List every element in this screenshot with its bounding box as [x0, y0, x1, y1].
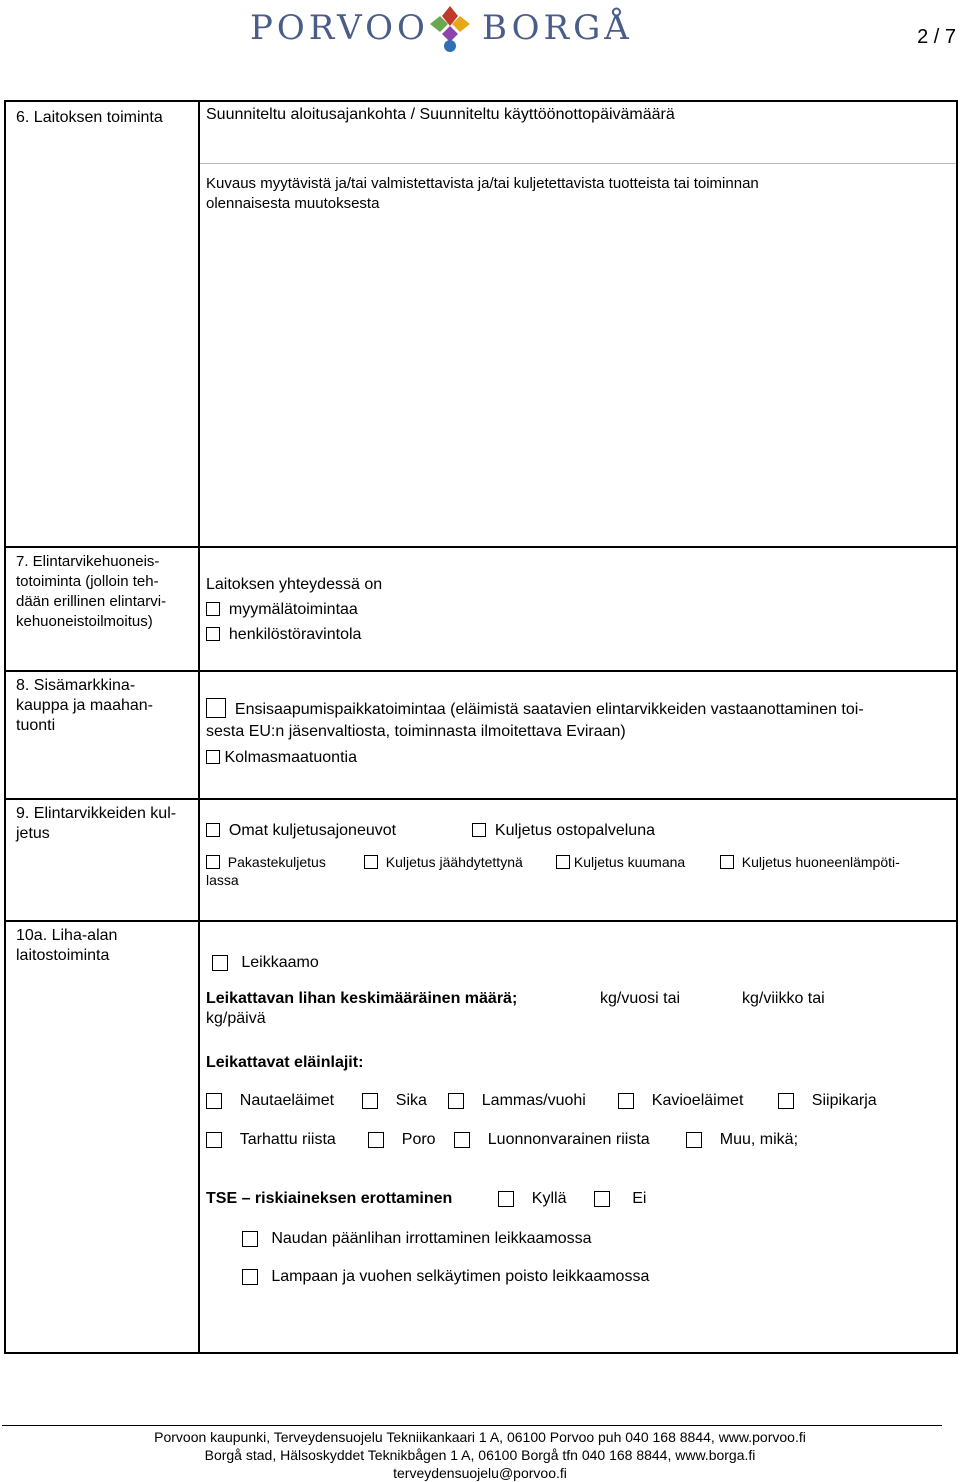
own-vehicles-checkbox[interactable] [206, 823, 220, 837]
shop-label: myymälätoimintaa [228, 601, 358, 618]
first-arrival-label-line2: sesta EU:n jäsenvaltiosta, toiminnasta ilmoitettava Eviraan) [206, 723, 626, 740]
transport-service-label: Kuljetus ostopalveluna [494, 822, 655, 839]
species-pig-checkbox[interactable] [362, 1093, 378, 1109]
footer-line-1: Porvoon kaupunki, Terveydensuojelu Tekniikankaari 1 A, 06100 Porvoo puh 040 168 8844, www.porvoo.fi [154, 1429, 806, 1445]
species-heading: Leikattavat eläinlajit: [206, 1054, 364, 1071]
species-other-checkbox[interactable] [686, 1132, 702, 1148]
cooled-transport-label: Kuljetus jäähdytettynä [385, 854, 523, 870]
shop-checkbox[interactable] [206, 602, 220, 616]
section-9-content [199, 799, 957, 921]
logo-emblem-icon [428, 4, 472, 52]
section-7-intro: Laitoksen yhteydessä on [206, 576, 383, 593]
species-bovine-checkbox[interactable] [206, 1093, 222, 1109]
species-pig-label: Sika [395, 1092, 427, 1109]
species-farmed-game-label: Tarhattu riista [239, 1131, 336, 1148]
footer-email[interactable]: terveydensuojelu@porvoo.fi [393, 1465, 567, 1481]
third-country-label: Kolmasmaatuontia [224, 749, 357, 766]
species-poultry-label: Siipikarja [811, 1092, 877, 1109]
section-6-label: 6. Laitoksen toiminta [5, 101, 199, 547]
room-temp-transport-checkbox[interactable] [720, 855, 734, 869]
species-other-label: Muu, mikä; [719, 1131, 799, 1148]
porvoo-borga-logo [250, 2, 633, 54]
section-7-row [5, 547, 957, 671]
room-temp-transport-label: Kuljetus huoneenlämpöti- [741, 854, 900, 870]
species-farmed-game-checkbox[interactable] [206, 1132, 222, 1148]
canteen-label: henkilöstöravintola [228, 626, 362, 643]
species-equine-label: Kavioeläimet [651, 1092, 744, 1109]
description-field[interactable] [200, 164, 956, 214]
application-form-table [4, 100, 958, 1354]
own-vehicles-label: Omat kuljetusajoneuvot [228, 822, 397, 839]
species-equine-checkbox[interactable] [618, 1093, 634, 1109]
bovine-head-meat-label: Naudan päänlihan irrottaminen leikkaamossa [271, 1230, 592, 1247]
hot-transport-label: Kuljetus kuumana [573, 854, 686, 870]
tse-no-label: Ei [632, 1190, 647, 1207]
unit-week-label: kg/viikko tai [742, 990, 825, 1007]
tse-row [206, 1190, 956, 1210]
species-reindeer-label: Poro [401, 1131, 436, 1148]
species-sheep-checkbox[interactable] [448, 1093, 464, 1109]
canteen-checkbox[interactable] [206, 627, 220, 641]
bovine-head-meat-checkbox[interactable] [242, 1231, 258, 1247]
species-wild-game-label: Luonnonvarainen riista [487, 1131, 650, 1148]
section-8-row [5, 671, 957, 799]
species-sheep-label: Lammas/vuohi [481, 1092, 586, 1109]
species-reindeer-checkbox[interactable] [368, 1132, 384, 1148]
page-number: 2 / 7 [917, 26, 956, 48]
sheep-spinal-cord-checkbox[interactable] [242, 1269, 258, 1285]
footer-divider [2, 1425, 942, 1426]
tse-yes-label: Kyllä [531, 1190, 567, 1207]
section-10a-row [5, 921, 957, 1353]
frozen-transport-checkbox[interactable] [206, 855, 220, 869]
cutting-plant-label: Leikkaamo [241, 954, 319, 971]
logo-text-borga: BORGÅ [482, 8, 633, 48]
cutting-amount-label: Leikattavan lihan keskimääräinen määrä; [206, 990, 518, 1007]
tse-yes-checkbox[interactable] [498, 1191, 514, 1207]
start-date-label: Suunniteltu aloitusajankohta / Suunniteltu käyttöönottopäivämäärä [206, 106, 675, 123]
third-country-checkbox[interactable] [206, 750, 220, 764]
start-date-field[interactable] [200, 102, 956, 164]
description-label-line1: Kuvaus myytävistä ja/tai valmistettavista ja/tai kuljetettavista tuotteista tai toiminnan [206, 175, 759, 192]
species-wild-game-checkbox[interactable] [454, 1132, 470, 1148]
room-temp-transport-label-line2: lassa [206, 872, 239, 888]
sheep-spinal-cord-label: Lampaan ja vuohen selkäytimen poisto leikkaamossa [271, 1268, 650, 1285]
unit-year-label: kg/vuosi tai [600, 990, 681, 1007]
unit-day-label: kg/päivä [206, 1010, 266, 1027]
species-poultry-checkbox[interactable] [778, 1093, 794, 1109]
section-7-content [199, 547, 957, 671]
section-7-label: 7. Elintarvikehuoneis- totoiminta (jolloin teh- dään erillinen elintarvi- kehuoneistoilmoitus) [5, 547, 199, 671]
hot-transport-checkbox[interactable] [556, 855, 570, 869]
section-9-row [5, 799, 957, 921]
section-8-label: 8. Sisämarkkina- kauppa ja maahan- tuonti [5, 671, 199, 799]
transport-service-checkbox[interactable] [472, 823, 486, 837]
footer-line-2: Borgå stad, Hälsoskyddet Teknikbågen 1 A, 06100 Borgå tfn 040 168 8844, www.borga.fi [204, 1447, 756, 1463]
first-arrival-checkbox[interactable] [206, 698, 226, 718]
logo-text-porvoo: PORVOO [250, 8, 429, 48]
species-row-1 [206, 1092, 956, 1112]
section-6-row [5, 101, 957, 547]
cutting-plant-checkbox[interactable] [212, 955, 228, 971]
section-10a-content [199, 921, 957, 1353]
section-6-content [199, 101, 957, 547]
species-bovine-label: Nautaeläimet [239, 1092, 335, 1109]
description-label-line2: olennaisesta muutoksesta [206, 195, 380, 212]
frozen-transport-label: Pakastekuljetus [227, 854, 326, 870]
first-arrival-label-line1: Ensisaapumispaikkatoimintaa (eläimistä saatavien elintarvikkeiden vastaanottaminen toi- [234, 701, 864, 718]
cooled-transport-checkbox[interactable] [364, 855, 378, 869]
species-row-2 [206, 1131, 956, 1151]
section-10a-label: 10a. Liha-alan laitostoiminta [5, 921, 199, 1353]
tse-no-checkbox[interactable] [594, 1191, 610, 1207]
tse-label: TSE – riskiaineksen erottaminen [206, 1190, 453, 1207]
section-8-content [199, 671, 957, 799]
section-9-label: 9. Elintarvikkeiden kul- jetus [5, 799, 199, 921]
